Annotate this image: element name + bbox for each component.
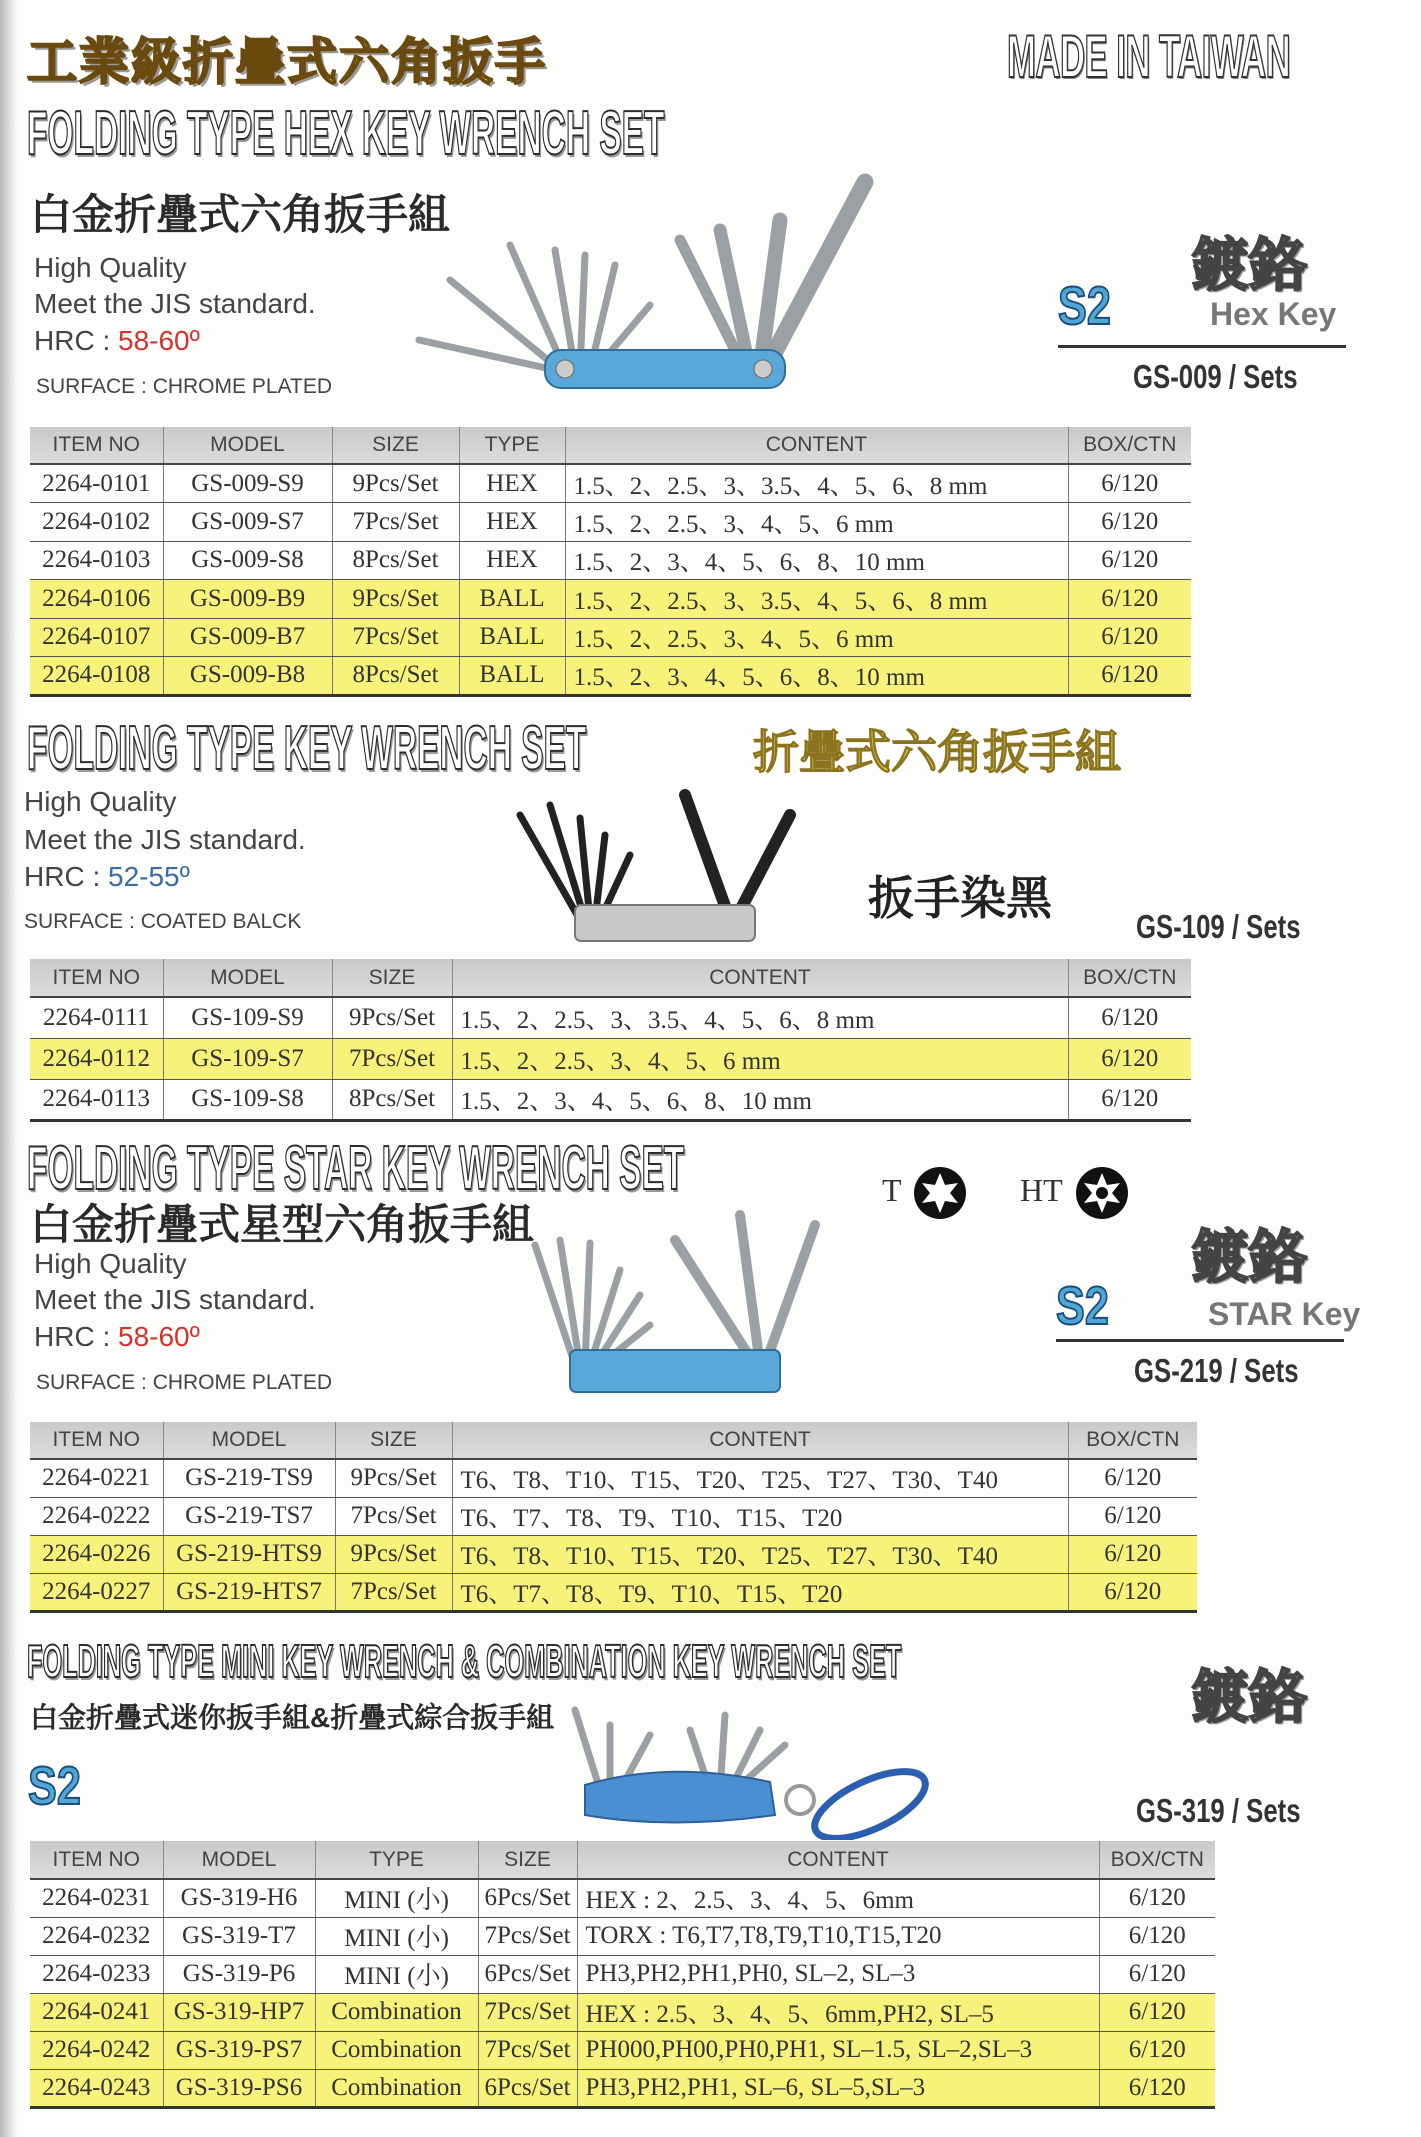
section3-hrc bbox=[34, 1321, 200, 1353]
mini-wrench-set-image bbox=[540, 1690, 940, 1840]
section4-s2-badge: S2 bbox=[28, 1756, 81, 1816]
table-header-row bbox=[30, 427, 1191, 464]
cell-item-no: 2264-0101 bbox=[30, 464, 163, 503]
column-header-type: TYPE bbox=[459, 427, 565, 464]
cell-box-ctn: 6/120 bbox=[1068, 1079, 1191, 1120]
cell-content: 1.5、2、2.5、3、4、5、6 mm bbox=[452, 1038, 1068, 1079]
section1-key-label: Hex Key bbox=[1210, 296, 1337, 332]
cell-type: HEX bbox=[459, 503, 565, 542]
section3-title-cn: 白金折疊式星型六角扳手組 bbox=[30, 1201, 535, 1248]
table-row bbox=[30, 1459, 1197, 1497]
cell-box-ctn: 6/120 bbox=[1099, 1917, 1215, 1955]
star-wrench-set-image bbox=[525, 1195, 825, 1400]
column-header-item-no: ITEM NO bbox=[30, 959, 163, 997]
cell-model: GS-219-TS7 bbox=[163, 1497, 335, 1535]
cell-box-ctn: 6/120 bbox=[1099, 1879, 1215, 1917]
section3-key-label: STAR Key bbox=[1208, 1296, 1361, 1332]
table-header-row bbox=[30, 1841, 1215, 1879]
column-header-size: SIZE bbox=[478, 1841, 577, 1879]
cell-type: Combination bbox=[315, 2031, 478, 2069]
cell-content: 1.5、2、3、4、5、6、8、10 mm bbox=[565, 657, 1068, 696]
cell-content: PH3,PH2,PH1, SL–6, SL–5,SL–3 bbox=[577, 2069, 1099, 2107]
table-row bbox=[30, 1879, 1215, 1917]
cell-size: 9Pcs/Set bbox=[332, 997, 452, 1038]
cell-content: 1.5、2、2.5、3、4、5、6 mm bbox=[565, 618, 1068, 657]
hex-wrench-set-black-image bbox=[510, 780, 810, 950]
cell-model: GS-009-S9 bbox=[163, 464, 332, 503]
section1-surface: SURFACE : CHROME PLATED bbox=[36, 375, 332, 398]
column-header-model: MODEL bbox=[163, 1841, 315, 1879]
cell-item-no: 2264-0108 bbox=[30, 657, 163, 696]
section3-standard: Meet the JIS standard. bbox=[34, 1284, 316, 1315]
table-row bbox=[30, 1497, 1197, 1535]
column-header-size: SIZE bbox=[332, 427, 459, 464]
column-header-model: MODEL bbox=[163, 1422, 335, 1459]
cell-item-no: 2264-0232 bbox=[30, 1917, 163, 1955]
cell-box-ctn: 6/120 bbox=[1068, 1573, 1197, 1611]
cell-type: BALL bbox=[459, 657, 565, 696]
cell-box-ctn: 6/120 bbox=[1068, 1038, 1191, 1079]
section1-sets-code: GS-009 / Sets bbox=[1133, 358, 1298, 395]
cell-box-ctn: 6/120 bbox=[1099, 1993, 1215, 2031]
cell-box-ctn: 6/120 bbox=[1068, 997, 1191, 1038]
hrc-label: HRC : bbox=[34, 325, 111, 356]
cell-box-ctn: 6/120 bbox=[1099, 2069, 1215, 2107]
cell-size: 7Pcs/Set bbox=[332, 503, 459, 542]
table-header-row bbox=[30, 1422, 1197, 1459]
section2-title-cn: 折疊式六角扳手組 bbox=[753, 726, 1121, 778]
cell-item-no: 2264-0243 bbox=[30, 2069, 163, 2107]
table-row bbox=[30, 1079, 1191, 1120]
section2-title-en: FOLDING TYPE KEY WRENCH SET bbox=[27, 714, 587, 783]
table-row bbox=[30, 657, 1191, 696]
made-in-taiwan: MADE IN TAIWAN bbox=[1007, 23, 1291, 90]
cell-box-ctn: 6/120 bbox=[1068, 657, 1191, 696]
column-header-type: TYPE bbox=[315, 1841, 478, 1879]
cell-box-ctn: 6/120 bbox=[1068, 580, 1191, 619]
cell-size: 6Pcs/Set bbox=[478, 1955, 577, 1993]
cell-box-ctn: 6/120 bbox=[1068, 1497, 1197, 1535]
table-row bbox=[30, 1573, 1197, 1611]
cell-model: GS-009-S8 bbox=[163, 541, 332, 580]
cell-box-ctn: 6/120 bbox=[1068, 1535, 1197, 1573]
cell-content: T6、T8、T10、T15、T20、T25、T27、T30、T40 bbox=[452, 1459, 1068, 1497]
cell-size: 7Pcs/Set bbox=[335, 1497, 452, 1535]
cell-content: 1.5、2、2.5、3、3.5、4、5、6、8 mm bbox=[565, 464, 1068, 503]
cell-size: 8Pcs/Set bbox=[332, 1079, 452, 1120]
cell-model: GS-219-TS9 bbox=[163, 1459, 335, 1497]
section3-spec-table bbox=[30, 1422, 1197, 1613]
cell-model: GS-319-PS6 bbox=[163, 2069, 315, 2107]
cell-type: MINI (小) bbox=[315, 1879, 478, 1917]
section2-standard: Meet the JIS standard. bbox=[24, 824, 306, 855]
cell-item-no: 2264-0227 bbox=[30, 1573, 163, 1611]
cell-item-no: 2264-0103 bbox=[30, 541, 163, 580]
cell-size: 6Pcs/Set bbox=[478, 1879, 577, 1917]
cell-content: PH3,PH2,PH1,PH0, SL–2, SL–3 bbox=[577, 1955, 1099, 1993]
cell-model: GS-219-HTS7 bbox=[163, 1573, 335, 1611]
section2-quality: High Quality bbox=[24, 786, 177, 817]
cell-box-ctn: 6/120 bbox=[1099, 2031, 1215, 2069]
section1-standard: Meet the JIS standard. bbox=[34, 288, 316, 319]
cell-model: GS-319-P6 bbox=[163, 1955, 315, 1993]
cell-type: BALL bbox=[459, 580, 565, 619]
table-row bbox=[30, 464, 1191, 503]
column-header-item-no: ITEM NO bbox=[30, 1422, 163, 1459]
section4-title-en: FOLDING TYPE MINI KEY WRENCH & COMBINATION KEY WRENCH SET bbox=[27, 1635, 902, 1687]
cell-type: MINI (小) bbox=[315, 1917, 478, 1955]
cell-size: 7Pcs/Set bbox=[478, 2031, 577, 2069]
section4-spec-table bbox=[30, 1841, 1215, 2109]
cell-content: T6、T8、T10、T15、T20、T25、T27、T30、T40 bbox=[452, 1535, 1068, 1573]
cell-content: 1.5、2、3、4、5、6、8、10 mm bbox=[565, 541, 1068, 580]
cell-size: 6Pcs/Set bbox=[478, 2069, 577, 2107]
table-row bbox=[30, 541, 1191, 580]
table-row bbox=[30, 2069, 1215, 2107]
tamper-torx-icon bbox=[1074, 1165, 1130, 1221]
torx-t-label: T bbox=[882, 1172, 902, 1208]
cell-content: HEX : 2.5、3、4、5、6mm,PH2, SL–5 bbox=[577, 1993, 1099, 2031]
column-header-content: CONTENT bbox=[577, 1841, 1099, 1879]
hex-wrench-set-chrome-image bbox=[415, 170, 885, 410]
table-row bbox=[30, 1535, 1197, 1573]
catalog-title-cn: 工業級折疊式六角扳手 bbox=[27, 34, 547, 90]
cell-size: 7Pcs/Set bbox=[332, 618, 459, 657]
cell-model: GS-009-B9 bbox=[163, 580, 332, 619]
cell-content: PH000,PH00,PH0,PH1, SL–1.5, SL–2,SL–3 bbox=[577, 2031, 1099, 2069]
section1-s2-badge: S2 bbox=[1058, 276, 1111, 336]
cell-box-ctn: 6/120 bbox=[1099, 1955, 1215, 1993]
section2-sets-code: GS-109 / Sets bbox=[1136, 908, 1301, 945]
cell-box-ctn: 6/120 bbox=[1068, 541, 1191, 580]
cell-item-no: 2264-0102 bbox=[30, 503, 163, 542]
cell-item-no: 2264-0221 bbox=[30, 1459, 163, 1497]
table-header-row bbox=[30, 959, 1191, 997]
cell-content: T6、T7、T8、T9、T10、T15、T20 bbox=[452, 1573, 1068, 1611]
cell-item-no: 2264-0111 bbox=[30, 997, 163, 1038]
section2-hrc bbox=[24, 861, 190, 893]
cell-model: GS-319-PS7 bbox=[163, 2031, 315, 2069]
cell-type: HEX bbox=[459, 464, 565, 503]
cell-model: GS-009-B8 bbox=[163, 657, 332, 696]
column-header-size: SIZE bbox=[335, 1422, 452, 1459]
cell-content: 1.5、2、2.5、3、3.5、4、5、6、8 mm bbox=[565, 580, 1068, 619]
cell-size: 9Pcs/Set bbox=[332, 580, 459, 619]
hrc-value: 52-55º bbox=[108, 861, 190, 892]
section3-surface: SURFACE : CHROME PLATED bbox=[36, 1371, 332, 1394]
section1-hrc bbox=[34, 325, 200, 357]
column-header-box-ctn: BOX/CTN bbox=[1068, 427, 1191, 464]
cell-model: GS-109-S9 bbox=[163, 997, 332, 1038]
section3-title-en: FOLDING TYPE STAR KEY WRENCH SET bbox=[27, 1134, 685, 1203]
section3-s2-badge: S2 bbox=[1056, 1276, 1109, 1336]
cell-size: 9Pcs/Set bbox=[335, 1459, 452, 1497]
cell-size: 8Pcs/Set bbox=[332, 657, 459, 696]
column-header-box-ctn: BOX/CTN bbox=[1068, 1422, 1197, 1459]
cell-size: 9Pcs/Set bbox=[332, 464, 459, 503]
section4-plated-label: 鍍鉻 bbox=[1191, 1665, 1308, 1730]
cell-size: 7Pcs/Set bbox=[335, 1573, 452, 1611]
section4-sets-code: GS-319 / Sets bbox=[1136, 1792, 1301, 1829]
column-header-content: CONTENT bbox=[565, 427, 1068, 464]
table-row bbox=[30, 1038, 1191, 1079]
section3-quality: High Quality bbox=[34, 1248, 187, 1279]
section3-plated-label: 鍍鉻 bbox=[1191, 1225, 1308, 1290]
hrc-value: 58-60º bbox=[118, 1321, 200, 1352]
cell-content: HEX : 2、2.5、3、4、5、6mm bbox=[577, 1879, 1099, 1917]
cell-content: 1.5、2、2.5、3、4、5、6 mm bbox=[565, 503, 1068, 542]
table-row bbox=[30, 618, 1191, 657]
hrc-label: HRC : bbox=[24, 861, 101, 892]
cell-item-no: 2264-0231 bbox=[30, 1879, 163, 1917]
table-row bbox=[30, 580, 1191, 619]
cell-model: GS-109-S7 bbox=[163, 1038, 332, 1079]
cell-type: BALL bbox=[459, 618, 565, 657]
column-header-item-no: ITEM NO bbox=[30, 1841, 163, 1879]
page-binding-shadow bbox=[0, 0, 18, 2137]
table-row bbox=[30, 1955, 1215, 1993]
section1-title-cn: 白金折疊式六角扳手組 bbox=[30, 191, 451, 238]
cell-type: HEX bbox=[459, 541, 565, 580]
cell-box-ctn: 6/120 bbox=[1068, 1459, 1197, 1497]
table-row bbox=[30, 997, 1191, 1038]
section1-divider bbox=[1058, 345, 1346, 348]
cell-model: GS-009-S7 bbox=[163, 503, 332, 542]
section2-black-coat-label: 扳手染黑 bbox=[868, 872, 1052, 924]
cell-content: T6、T7、T8、T9、T10、T15、T20 bbox=[452, 1497, 1068, 1535]
column-header-box-ctn: BOX/CTN bbox=[1068, 959, 1191, 997]
cell-item-no: 2264-0113 bbox=[30, 1079, 163, 1120]
table-row bbox=[30, 1993, 1215, 2031]
cell-type: Combination bbox=[315, 1993, 478, 2031]
column-header-content: CONTENT bbox=[452, 1422, 1068, 1459]
cell-model: GS-109-S8 bbox=[163, 1079, 332, 1120]
cell-size: 9Pcs/Set bbox=[335, 1535, 452, 1573]
column-header-content: CONTENT bbox=[452, 959, 1068, 997]
cell-model: GS-319-HP7 bbox=[163, 1993, 315, 2031]
column-header-size: SIZE bbox=[332, 959, 452, 997]
cell-item-no: 2264-0233 bbox=[30, 1955, 163, 1993]
section3-divider bbox=[1056, 1339, 1344, 1342]
section4-title-cn: 白金折疊式迷你扳手組&折疊式綜合扳手組 bbox=[30, 1702, 555, 1733]
torx-star-icon bbox=[912, 1165, 968, 1221]
section3-sets-code: GS-219 / Sets bbox=[1134, 1352, 1299, 1389]
cell-content: 1.5、2、3、4、5、6、8、10 mm bbox=[452, 1079, 1068, 1120]
section1-title-en: FOLDING TYPE HEX KEY WRENCH SET bbox=[27, 99, 665, 168]
table-row bbox=[30, 503, 1191, 542]
cell-model: GS-009-B7 bbox=[163, 618, 332, 657]
cell-item-no: 2264-0106 bbox=[30, 580, 163, 619]
section1-quality: High Quality bbox=[34, 252, 187, 283]
column-header-box-ctn: BOX/CTN bbox=[1099, 1841, 1215, 1879]
cell-model: GS-319-T7 bbox=[163, 1917, 315, 1955]
cell-content: 1.5、2、2.5、3、3.5、4、5、6、8 mm bbox=[452, 997, 1068, 1038]
section2-surface: SURFACE : COATED BALCK bbox=[24, 910, 302, 933]
cell-content: TORX : T6,T7,T8,T9,T10,T15,T20 bbox=[577, 1917, 1099, 1955]
cell-item-no: 2264-0107 bbox=[30, 618, 163, 657]
cell-size: 7Pcs/Set bbox=[478, 1993, 577, 2031]
cell-item-no: 2264-0242 bbox=[30, 2031, 163, 2069]
table-row bbox=[30, 1917, 1215, 1955]
torx-ht-label: HT bbox=[1020, 1172, 1063, 1208]
column-header-model: MODEL bbox=[163, 959, 332, 997]
cell-box-ctn: 6/120 bbox=[1068, 464, 1191, 503]
cell-item-no: 2264-0112 bbox=[30, 1038, 163, 1079]
cell-size: 7Pcs/Set bbox=[478, 1917, 577, 1955]
cell-type: Combination bbox=[315, 2069, 478, 2107]
cell-model: GS-219-HTS9 bbox=[163, 1535, 335, 1573]
cell-box-ctn: 6/120 bbox=[1068, 618, 1191, 657]
section1-plated-label: 鍍鉻 bbox=[1191, 233, 1308, 298]
table-row bbox=[30, 2031, 1215, 2069]
cell-box-ctn: 6/120 bbox=[1068, 503, 1191, 542]
cell-item-no: 2264-0222 bbox=[30, 1497, 163, 1535]
section2-spec-table bbox=[30, 959, 1191, 1122]
cell-model: GS-319-H6 bbox=[163, 1879, 315, 1917]
section1-spec-table bbox=[30, 427, 1191, 697]
cell-item-no: 2264-0241 bbox=[30, 1993, 163, 2031]
column-header-item-no: ITEM NO bbox=[30, 427, 163, 464]
cell-size: 7Pcs/Set bbox=[332, 1038, 452, 1079]
cell-item-no: 2264-0226 bbox=[30, 1535, 163, 1573]
hrc-label: HRC : bbox=[34, 1321, 111, 1352]
cell-type: MINI (小) bbox=[315, 1955, 478, 1993]
cell-size: 8Pcs/Set bbox=[332, 541, 459, 580]
column-header-model: MODEL bbox=[163, 427, 332, 464]
hrc-value: 58-60º bbox=[118, 325, 200, 356]
